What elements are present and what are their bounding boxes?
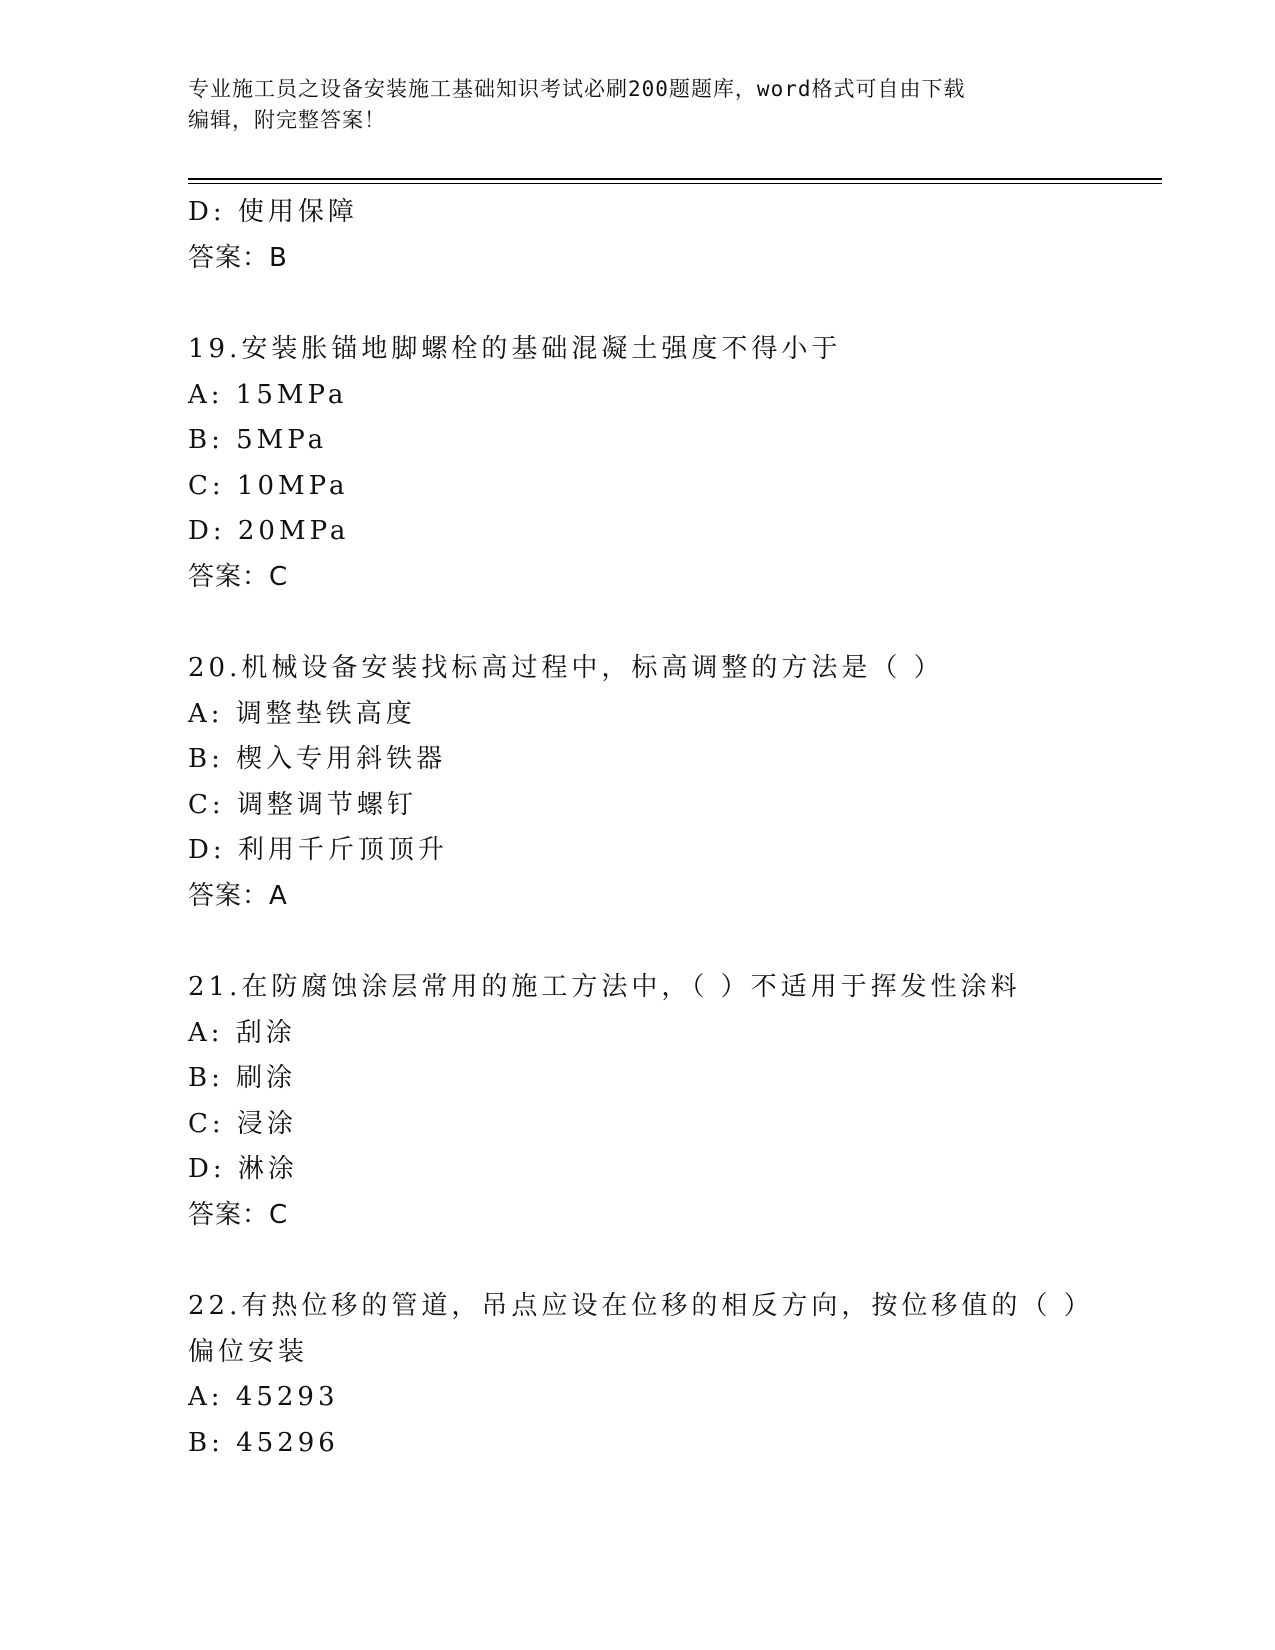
spacer xyxy=(188,919,1138,965)
header-divider-thin xyxy=(188,183,1162,184)
question-title: 19.安装胀锚地脚螺栓的基础混凝土强度不得小于 xyxy=(188,334,842,364)
option-d: D: 淋涂 xyxy=(188,1154,298,1184)
option-a: A: 15MPa xyxy=(188,379,348,410)
option-c: C: 调整调节螺钉 xyxy=(188,789,417,820)
option-b: B: 刷涂 xyxy=(188,1063,297,1093)
question-list xyxy=(188,190,1138,1466)
option-b: B: 楔入专用斜铁器 xyxy=(188,744,447,774)
header-title-line-1: 专业施工员之设备安装施工基础知识考试必刷200题题库，word格式可自由下载 xyxy=(188,77,966,101)
answer-label: 答案：B xyxy=(188,242,288,273)
option-a: A: 45293 xyxy=(188,1382,339,1412)
option-d: D: 使用保障 xyxy=(188,197,358,227)
option-c: C: 10MPa xyxy=(188,470,349,501)
question-title-line-1: 22.有热位移的管道，吊点应设在位移的相反方向，按位移值的（ ） xyxy=(188,1291,1094,1321)
question-22 xyxy=(188,1284,1138,1466)
answer-label: 答案：A xyxy=(188,880,288,911)
spacer xyxy=(188,1238,1138,1284)
option-d: D: 20MPa xyxy=(188,516,350,546)
option-a: A: 调整垫铁高度 xyxy=(188,698,416,729)
header-title-line-2: 编辑，附完整答案！ xyxy=(188,108,386,132)
option-d: D: 利用千斤顶顶升 xyxy=(188,835,448,865)
question-title: 20.机械设备安装找标高过程中，标高调整的方法是（ ） xyxy=(188,653,944,683)
answer-label: 答案：C xyxy=(188,561,289,592)
option-c: C: 浸涂 xyxy=(188,1108,297,1139)
option-b: B: 5MPa xyxy=(188,425,328,455)
spacer xyxy=(188,600,1138,646)
question-title: 21.在防腐蚀涂层常用的施工方法中，（ ）不适用于挥发性涂料 xyxy=(188,972,1021,1002)
question-title-line-2: 偏位安装 xyxy=(188,1336,309,1367)
option-a: A: 刮涂 xyxy=(188,1017,296,1048)
spacer xyxy=(188,281,1138,327)
option-b: B: 45296 xyxy=(188,1427,339,1458)
question-20 xyxy=(188,646,1138,919)
document-header xyxy=(188,74,1088,136)
answer-label: 答案：C xyxy=(188,1199,289,1230)
header-divider-thick xyxy=(188,178,1162,180)
question-21 xyxy=(188,965,1138,1238)
question-19 xyxy=(188,327,1138,600)
